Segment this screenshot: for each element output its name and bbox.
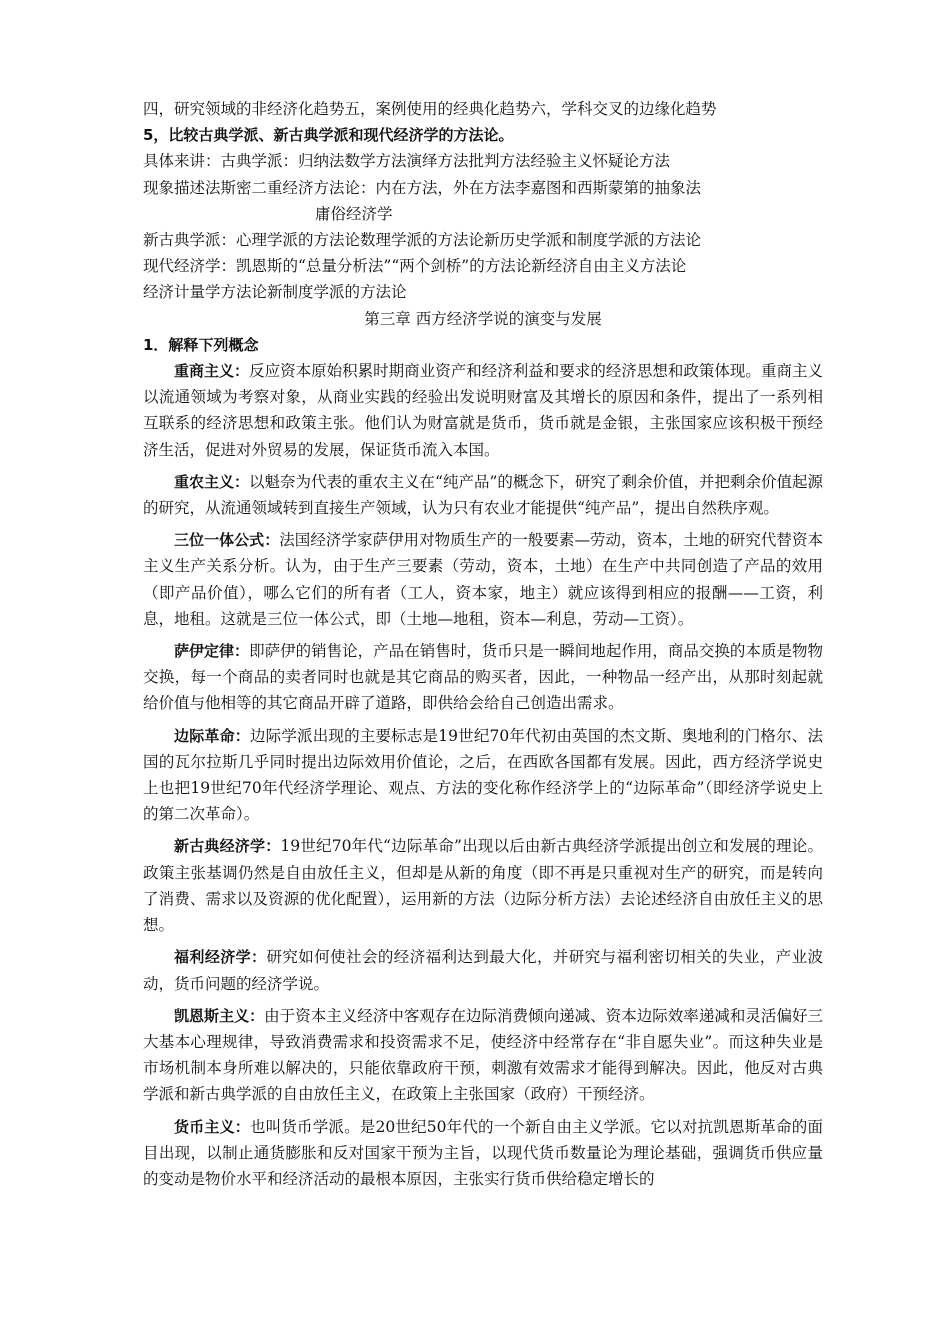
concept-text: 19世纪70年代“边际革命”出现以后由新古典经济学派提出创立和发展的理论。政策主张基调仍然是自由放任主义，但却是从新的角度（即不再是只重视对生产的研究，而是转向了消费、需求以及资源的优化配置），运用新的方法（边际分析方法）去论述经济自由放任主义的思想。 xyxy=(143,837,823,935)
section-heading: 1．解释下列概念 xyxy=(143,335,259,354)
concept-paragraph xyxy=(143,469,823,521)
text-line: 具体来讲：古典学派：归纳法数学方法演绎方法批判方法经验主义怀疑论方法 xyxy=(143,152,671,171)
concept-paragraph xyxy=(143,638,823,717)
concept-term: 福利经济学： xyxy=(174,948,267,967)
concept-text: 研究如何使社会的经济福利达到最大化，并研究与福利密切相关的失业，产业波动，货币问题的经济学说。 xyxy=(143,948,823,993)
concept-paragraph xyxy=(143,1003,823,1108)
concept-text: 反应资本原始积累时期商业资产和经济利益和要求的经济思想和政策体现。重商主义以流通领域为考察对象，从商业实践的经验出发说明财富及其增长的原因和条件，提出了一系列相互联系的经济思想和政策主张。他们认为财富就是货币，货币就是金银，主张国家应该积极干预经济生活，促进对外贸易的发展，保证货币流入本国。 xyxy=(143,362,823,459)
concept-text: 法国经济学家萨伊用对物质生产的一般要素—劳动，资本，土地的研究代替资本主义生产关系分析。认为，由于生产三要素（劳动，资本，土地）在生产中共同创造了产品的效用（即产品价值），哪么它们的所有者（工人，资本家，地主）就应该得到相应的报酬——工资，利息，地租。这就是三位一体公式，即（土地—地租，资本—利息，劳动—工资）。 xyxy=(143,531,823,628)
text-line: 庸俗经济学 xyxy=(315,204,393,223)
concept-paragraph xyxy=(143,527,823,632)
concept-term: 货币主义： xyxy=(174,1117,250,1136)
text-line: 现象描述法斯密二重经济方法论：内在方法，外在方法李嘉图和西斯蒙第的抽象法 xyxy=(143,178,702,197)
question-heading: 5，比较古典学派、新古典学派和现代经济学的方法论。 xyxy=(143,126,514,145)
concept-paragraph xyxy=(143,944,823,996)
concept-term: 三位一体公式： xyxy=(174,531,280,550)
text-line: 现代经济学：凯恩斯的“总量分析法”“两个剑桥”的方法论新经济自由主义方法论 xyxy=(143,257,687,276)
concept-term: 萨伊定律： xyxy=(174,642,250,661)
concept-paragraph xyxy=(143,1114,823,1193)
concept-paragraph xyxy=(143,833,823,938)
concept-paragraph xyxy=(143,358,823,463)
concept-term: 边际革命： xyxy=(174,726,250,745)
concept-text: 边际学派出现的主要标志是19世纪70年代初由英国的杰文斯、奥地利的门格尔、法国的瓦尔拉斯几乎同时提出边际效用价值论，之后，在西欧各国都有发展。因此，西方经济学说史上也把19世纪70年代经济学理论、观点、方法的变化称作经济学上的“边际革命”（即经济学说史上的第二次革命）。 xyxy=(143,726,823,824)
concept-paragraph xyxy=(143,723,823,828)
text-line: 经济计量学方法论新制度学派的方法论 xyxy=(143,283,407,302)
concept-term: 重农主义： xyxy=(174,472,250,491)
concept-text: 即萨伊的销售论，产品在销售时，货币只是一瞬间地起作用，商品交换的本质是物物交换，每一个商品的卖者同时也就是其它商品的购买者，因此，一种物品一经产出，从那时刻起就给价值与他相等的其它商品开辟了道路，即供给会给自己创造出需求。 xyxy=(143,642,823,713)
document-page xyxy=(143,96,823,1198)
text-line: 四，研究领域的非经济化趋势五，案例使用的经典化趋势六，学科交叉的边缘化趋势 xyxy=(143,100,717,118)
concept-term: 凯恩斯主义： xyxy=(174,1006,265,1025)
chapter-title: 第三章 西方经济学说的演变与发展 xyxy=(364,309,602,328)
text-line: 新古典学派：心理学派的方法论数理学派的方法论新历史学派和制度学派的方法论 xyxy=(143,231,702,250)
concept-term: 重商主义： xyxy=(174,362,250,381)
concept-text: 也叫货币学派。是20世纪50年代的一个新自由主义学派。它以对抗凯恩斯革命的面目出现，以制止通货膨胀和反对国家干预为主旨，以现代货币数量论为理论基础，强调货币供应量的变动是物价水平和经济活动的最根本原因，主张实行货币供给稳定增长的 xyxy=(143,1117,823,1188)
concept-text: 由于资本主义经济中客观存在边际消费倾向递减、资本边际效率递减和灵活偏好三大基本心理规律，导致消费需求和投资需求不足，使经济中经常存在“非自愿失业”。而这种失业是市场机制本身所难以解决的，只能依靠政府干预，刺激有效需求才能得到解决。因此，他反对古典学派和新古典学派的自由放任主义，在政策上主张国家（政府）干预经济。 xyxy=(143,1006,823,1104)
concept-term: 新古典经济学： xyxy=(174,837,281,856)
concept-text: 以魁奈为代表的重农主义在“纯产品”的概念下，研究了剩余价值，并把剩余价值起源的研究，从流通领域转到直接生产领域，认为只有农业才能提供“纯产品”，提出自然秩序观。 xyxy=(143,472,823,518)
